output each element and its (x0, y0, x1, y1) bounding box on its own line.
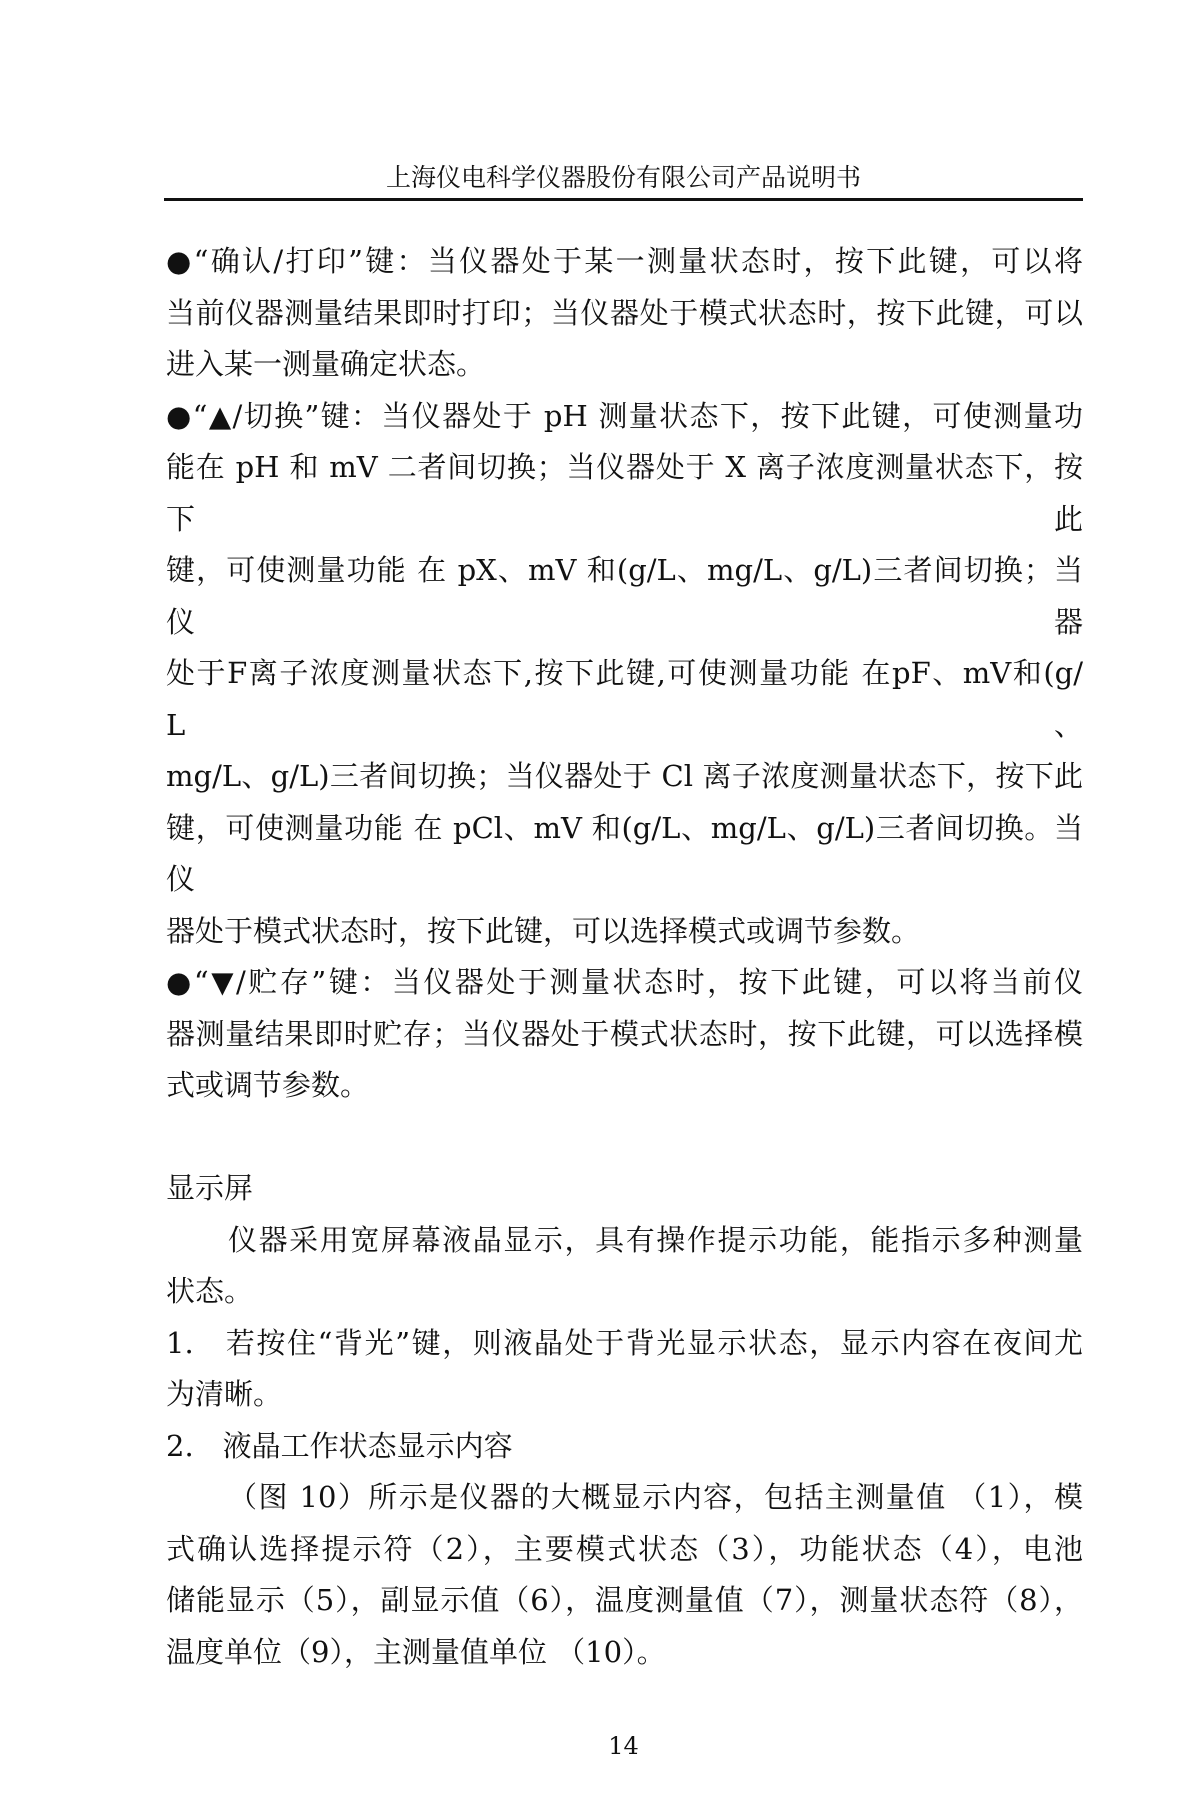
text-line: 键，可使测量功能 在 pX、mV 和(g/L、mg/L、g/L)三者间切换；当仪器 (166, 553, 1083, 639)
text-line: 状态。 (166, 1274, 254, 1308)
up-switch-key-paragraph (166, 391, 1083, 958)
text-line: 进入某一测量确定状态。 (166, 347, 486, 381)
blank-line (166, 1112, 1083, 1164)
text-line: 为清晰。 (166, 1377, 283, 1411)
text-line: 处于F离子浓度测量状态下,按下此键,可使测量功能 在pF、mV和(g/L、 (166, 656, 1083, 742)
text-line: （图 10）所示是仪器的大概显示内容，包括主测量值 （1），模 (228, 1480, 1083, 1514)
item-1-paragraph (166, 1318, 1083, 1421)
document-body (164, 236, 1083, 1678)
display-content-paragraph (166, 1472, 1083, 1678)
text-line: 能在 pH 和 mV 二者间切换；当仪器处于 X 离子浓度测量状态下，按下此 (166, 450, 1083, 536)
text-line: ●“确认/打印”键：当仪器处于某一测量状态时，按下此键，可以将 (166, 244, 1083, 278)
text-line: mg/L、g/L)三者间切换；当仪器处于 Cl 离子浓度测量状态下，按下此 (166, 759, 1083, 793)
text-line: 1. 若按住“背光”键，则液晶处于背光显示状态，显示内容在夜间尤 (166, 1325, 1083, 1360)
text-line: 温度单位（9），主测量值单位 （10）。 (166, 1634, 666, 1669)
down-store-key-paragraph (166, 957, 1083, 1112)
text-line: 当前仪器测量结果即时打印；当仪器处于模式状态时，按下此键，可以 (166, 295, 1083, 330)
section-title: 显示屏 (166, 1171, 254, 1205)
document-header: 上海仪电科学仪器股份有限公司产品说明书 (385, 163, 861, 192)
text-line: 储能显示（5），副显示值（6），温度测量值（7），测量状态符（8）， (166, 1583, 1083, 1617)
header-rule (164, 198, 1083, 201)
text-line: 仪器采用宽屏幕液晶显示，具有操作提示功能，能指示多种测量 (228, 1222, 1083, 1257)
text-line: ●“▼/贮存”键：当仪器处于测量状态时，按下此键，可以将当前仪 (166, 965, 1083, 999)
confirm-print-key-paragraph (166, 236, 1083, 391)
text-line: 键，可使测量功能 在 pCl、mV 和(g/L、mg/L、g/L)三者间切换。当仪 (166, 810, 1083, 896)
text-line: 式或调节参数。 (166, 1068, 370, 1102)
text-line: 器处于模式状态时，按下此键，可以选择模式或调节参数。 (166, 913, 921, 948)
intro-paragraph (166, 1215, 1083, 1318)
text-line: 式确认选择提示符（2），主要模式状态（3），功能状态（4），电池 (166, 1531, 1083, 1566)
text-line: 器测量结果即时贮存；当仪器处于模式状态时，按下此键，可以选择模 (166, 1016, 1083, 1051)
page-number: 14 (608, 1732, 639, 1760)
item-2-heading: 2. 液晶工作状态显示内容 (166, 1428, 513, 1463)
text-line: ●“▲/切换”键：当仪器处于 pH 测量状态下，按下此键，可使测量功 (166, 398, 1083, 433)
